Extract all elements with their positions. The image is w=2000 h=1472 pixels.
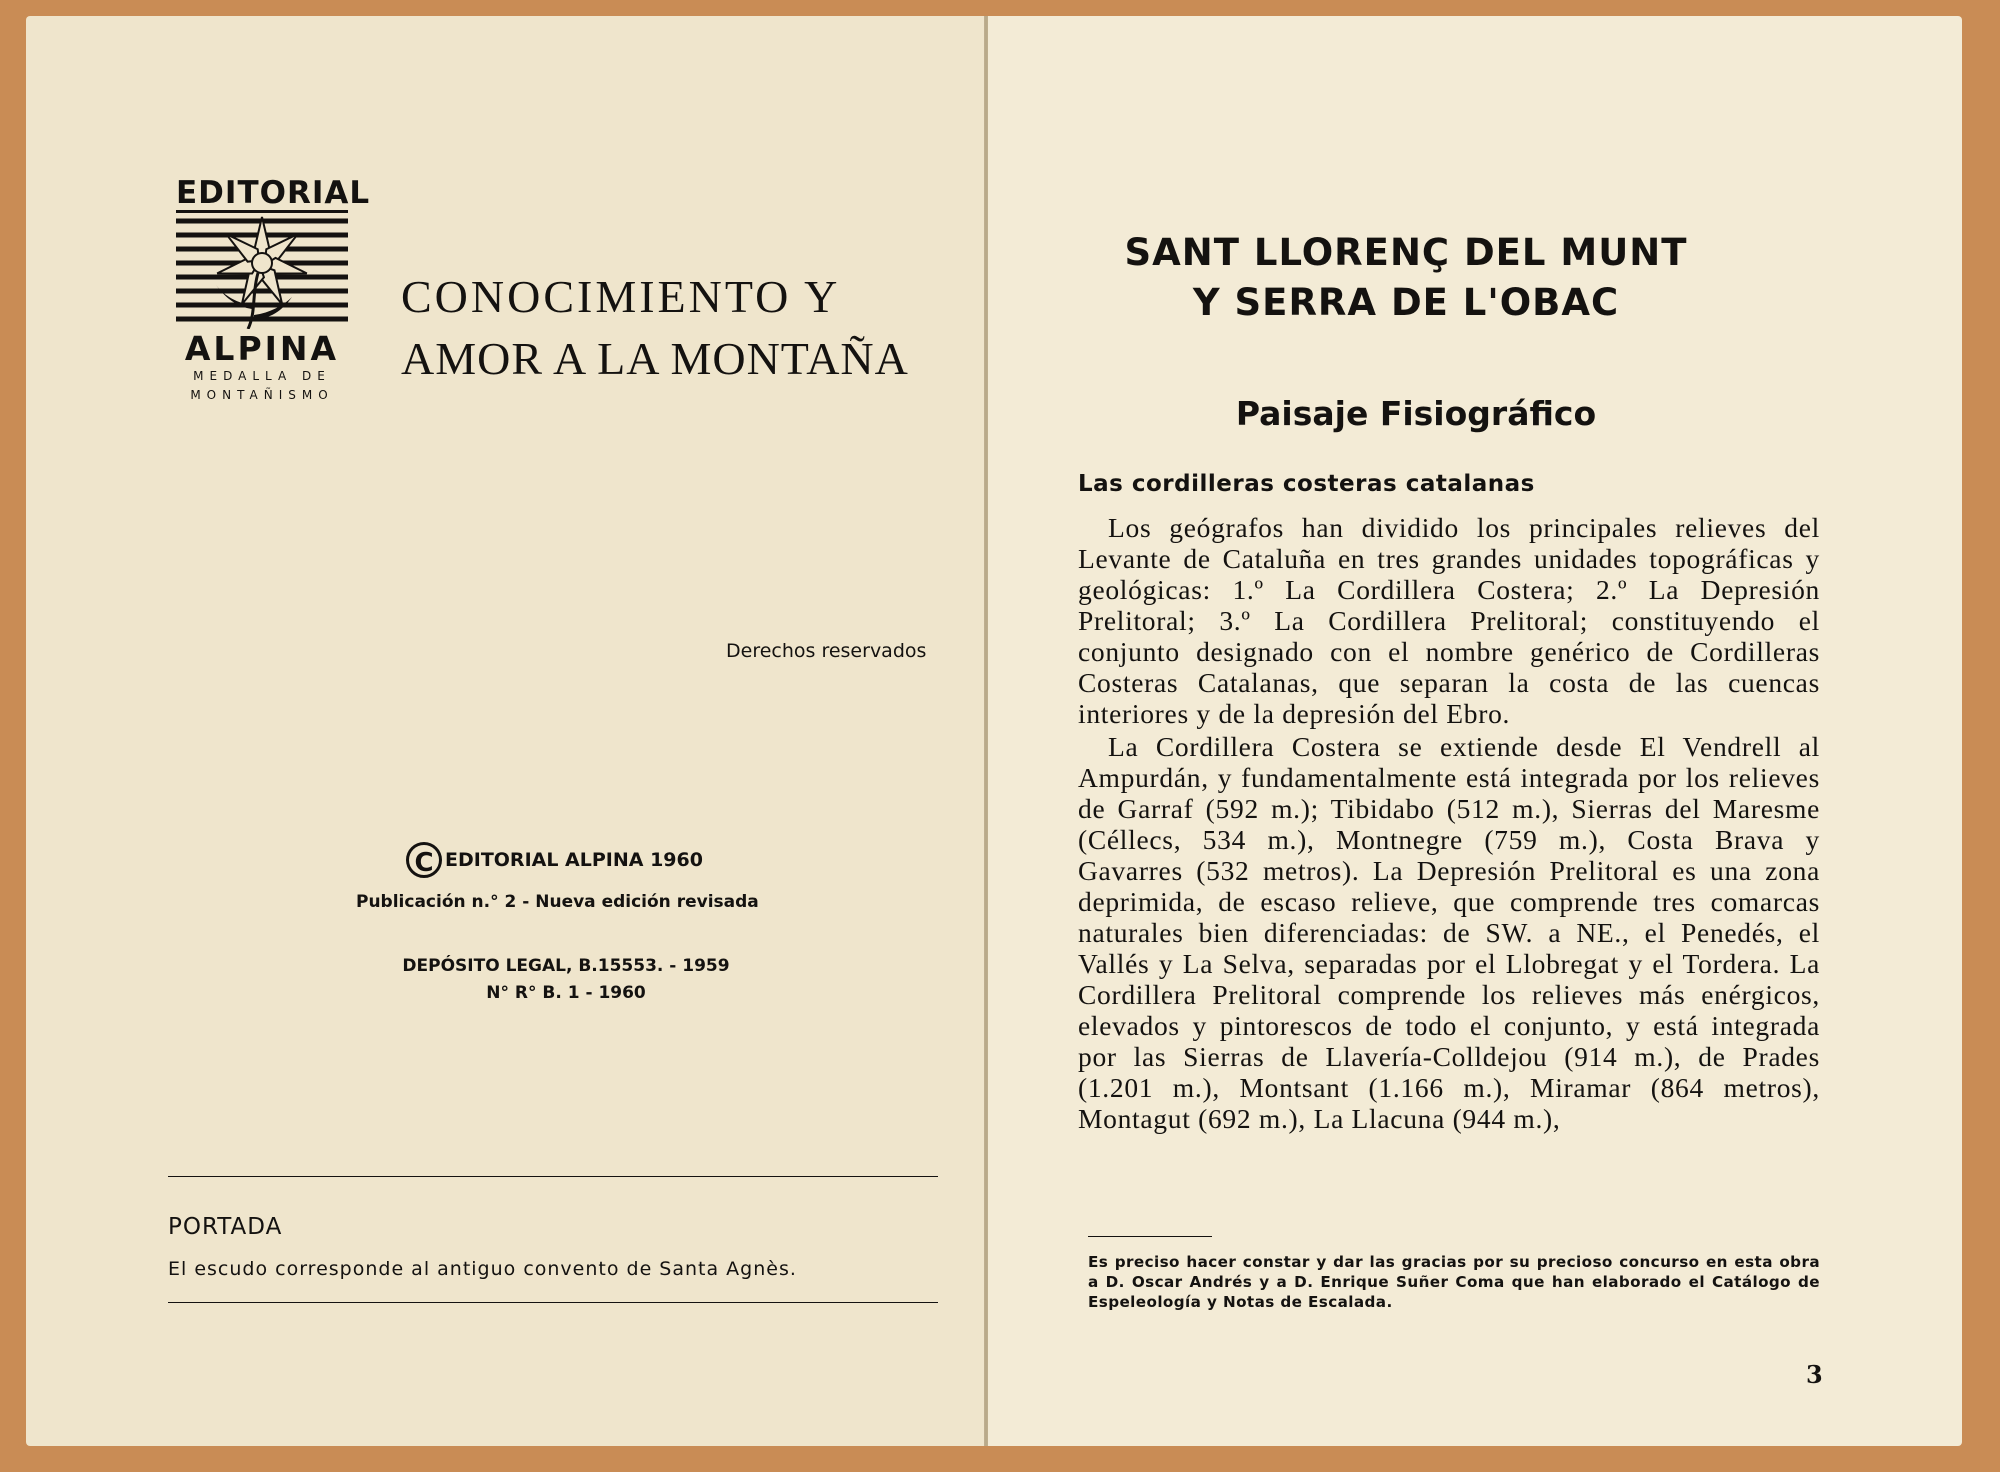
portada-description: El escudo corresponde al antiguo convento de Santa Agnès. [168, 1258, 797, 1280]
legal-deposit-line-1: DEPÓSITO LEGAL, B.15553. - 1959 [402, 956, 730, 976]
publisher-logo [176, 175, 371, 405]
divider-bottom [168, 1302, 938, 1303]
divider-top [168, 1176, 938, 1177]
logo-top-text: EDITORIAL [176, 175, 371, 211]
body-text [1078, 512, 1820, 1134]
page-number: 3 [1806, 1360, 1823, 1389]
footnote-divider [1088, 1236, 1212, 1237]
logo-subtitle-2: MONTAÑISMO [190, 388, 334, 402]
series-slogan [401, 266, 909, 390]
paragraph: La Cordillera Costera se extiende desde El Vendrell al Ampurdán, y fundamentalmente está integrada por los relieves de Garraf (592 m.); Tibidabo (512 m.), Sierras del Maresme (Céllecs, 534 m.), Montnegre (759 m.), Costa Brava y Gavarres (532 metros). La Depresión Prelitoral es una zona deprimida, de escaso relieve, que comprende tres comarcas naturales bien diferenciadas: de SW. a NE., el Penedés, el Vallés y La Selva, separadas por el Llobregat y el Tordera. La Cordillera Prelitoral comprende los relieves más enérgicos, elevados y pintorescos de todo el conjunto, y está integrada por las Sierras de Llavería-Colldejou (914 m.), de Prades (1.201 m.), Montsant (1.166 m.), Miramar (864 metros), Montagut (692 m.), La Llacuna (944 m.), [1078, 731, 1820, 1134]
slogan-line-2: AMOR A LA MONTAÑA [401, 333, 909, 384]
slogan-line-1: CONOCIMIENTO Y [401, 271, 841, 322]
legal-deposit-line-2: N° R° B. 1 - 1960 [486, 983, 646, 1003]
copyright-text: EDITORIAL ALPINA 1960 [445, 849, 703, 871]
title-line-1: SANT LLORENÇ DEL MUNT [1124, 231, 1688, 274]
copyright-notice [406, 842, 736, 878]
portada-heading: PORTADA [168, 1214, 283, 1240]
page-title [1096, 228, 1716, 328]
copyright-icon: C [406, 842, 442, 878]
subsection-heading: Las cordilleras costeras catalanas [1078, 471, 1535, 497]
paragraph: Los geógrafos han dividido los principales relieves del Levante de Cataluña en tres grandes unidades topográficas y geológicas: 1.º La Cordillera Costera; 2.º La Depresión Prelitoral; 3.º La Cordillera Prelitoral; constituyendo el conjunto designado con el nombre genérico de Cordilleras Costeras Catalanas, que separan la costa de las cuencas interiores y de la depresión del Ebro. [1078, 512, 1820, 729]
publication-info: Publicación n.° 2 - Nueva edición revisada [356, 892, 759, 912]
logo-subtitle-1: MEDALLA DE [193, 369, 331, 383]
footnote: Es preciso hacer constar y dar las gracias por su precioso concurso en esta obra a D. Oscar Andrés y a D. Enrique Suñer Coma que han elaborado el Catálogo de Espeleología y Notas de Escalada. [1088, 1253, 1820, 1311]
rights-reserved: Derechos reservados [726, 640, 927, 662]
legal-deposit [386, 953, 746, 1007]
section-heading: Paisaje Fisiográfico [1235, 394, 1597, 433]
title-line-2: Y SERRA DE L'OBAC [1192, 281, 1620, 324]
left-page [26, 16, 984, 1446]
edelweiss-icon [176, 213, 348, 329]
right-page [988, 16, 1962, 1446]
logo-bottom-text: ALPINA [184, 329, 340, 368]
